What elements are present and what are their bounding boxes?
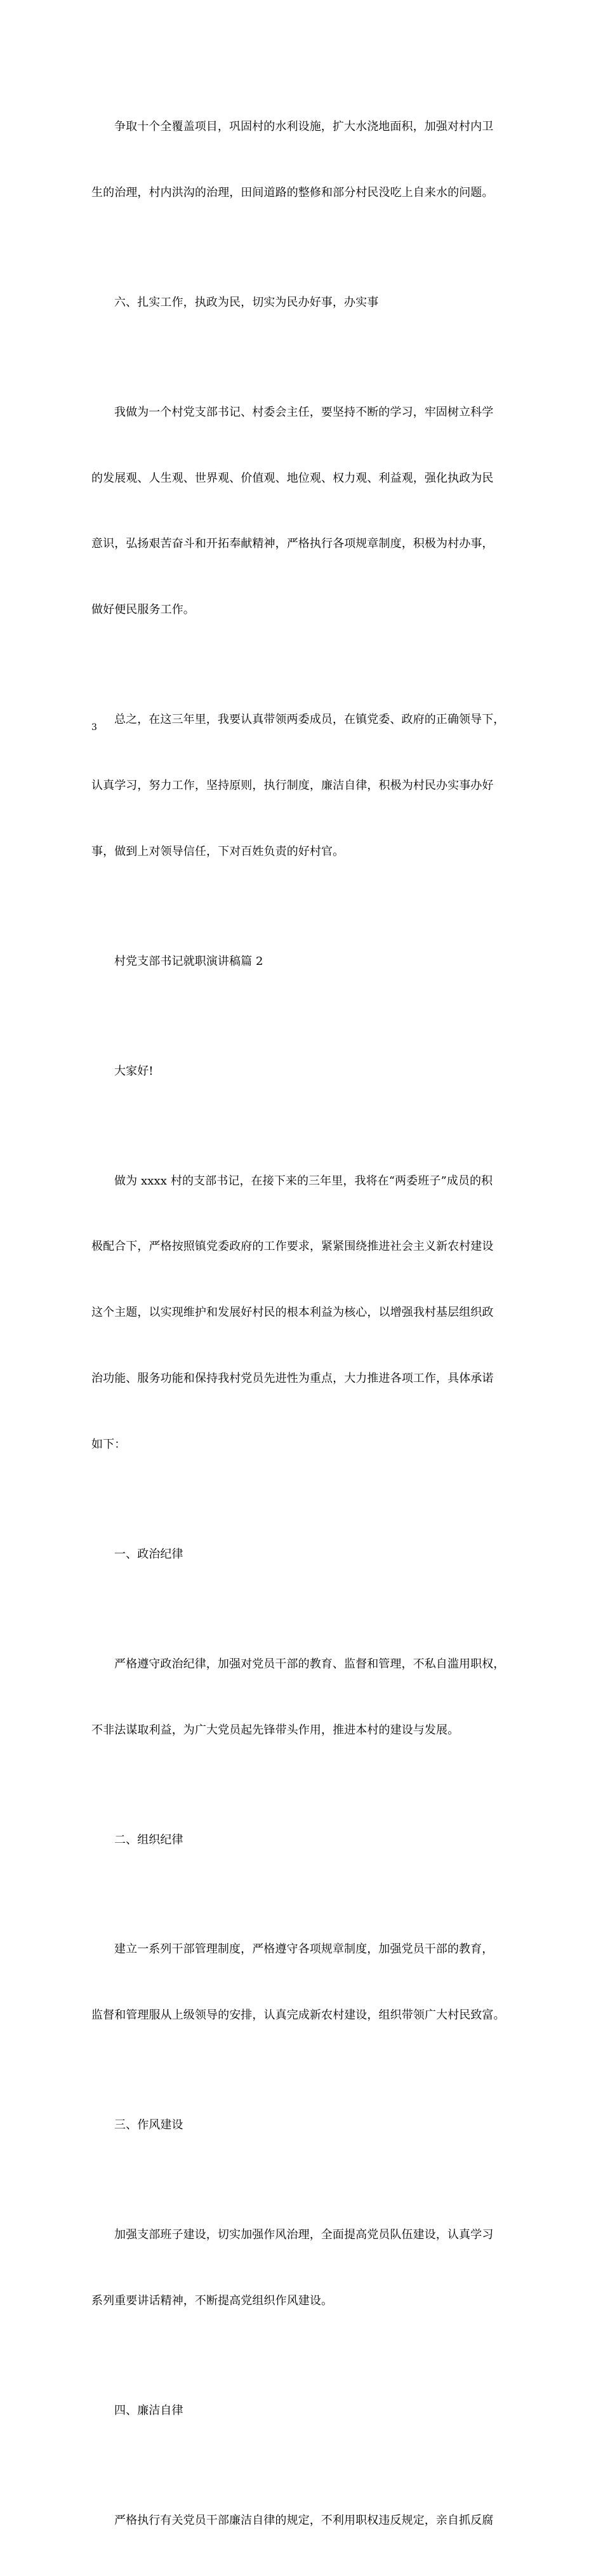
paragraph	[91, 358, 522, 665]
text-line: 大家好!	[114, 1064, 154, 1078]
paragraph	[91, 1895, 522, 2071]
text-line: 村党支部书记就职演讲稿篇 2	[114, 954, 263, 968]
text-line: 认真学习，努力工作，坚持原则，执行制度，廉洁自律，积极为村民办实事办好	[91, 779, 494, 792]
paragraph	[91, 2466, 522, 2576]
paragraph	[91, 2181, 522, 2356]
text-line: 意识，弘扬艰苦奋斗和开拓奉献精神，严格执行各项规章制度，积极为村办事，	[91, 537, 494, 551]
paragraph	[91, 665, 522, 907]
text-line: 加强支部班子建设，切实加强作风治理，全面提高党员队伍建设，认真学习	[114, 2228, 494, 2242]
text-line: 我做为一个村党支部书记、村委会主任，要坚持不断的学习，牢固树立科学	[114, 405, 494, 419]
article-title	[91, 907, 522, 1017]
text-line: 六、扎实工作，执政为民，切实为民办好事，办实事	[114, 295, 379, 309]
section-heading	[91, 1500, 522, 1610]
text-line: 系列重要讲话精神，不断提高党组织作风建设。	[91, 2294, 333, 2307]
section-heading	[91, 2071, 522, 2181]
text-line: 不非法谋取利益，为广大党员起先锋带头作用，推进本村的建设与发展。	[91, 1723, 460, 1737]
text-line: 生的治理，村内洪沟的治理，田间道路的整修和部分村民没吃上自来水的问题。	[91, 185, 494, 199]
text-line: 总之，在这三年里，我要认真带领两委成员，在镇党委、政府的正确领导下，	[114, 713, 505, 727]
paragraph	[91, 72, 522, 248]
text-line: 监督和管理服从上级领导的安排，认真完成新农村建设，组织带领广大村民致富。	[91, 2008, 505, 2022]
section-heading	[91, 248, 522, 358]
text-line: 争取十个全覆盖项目，巩固村的水利设施，扩大水浇地面积，加强对村内卫	[114, 120, 494, 134]
text-line: 严格执行有关党员干部廉洁自律的规定，不利用职权违反规定，亲自抓反腐	[114, 2513, 494, 2527]
paragraph	[91, 1610, 522, 1786]
text-line: 事，做到上对领导信任，下对百姓负责的好村官。	[91, 844, 345, 858]
section-heading	[91, 2356, 522, 2466]
text-line: 做好便民服务工作。	[91, 603, 195, 617]
text-line: 建立一系列干部管理制度，严格遵守各项规章制度，加强党员干部的教育，	[114, 1942, 494, 1956]
text-line: 严格遵守政治纪律，加强对党员干部的教育、监督和管理，不私自滥用职权，	[114, 1657, 505, 1671]
text-line: 一、政治纪律	[114, 1547, 183, 1561]
greeting	[91, 1017, 522, 1127]
text-line: 这个主题，以实现维护和发展好村民的根本利益为核心，以增强我村基层组织政	[91, 1306, 494, 1320]
text-line: 二、组织纪律	[114, 1833, 183, 1847]
text-line: 三、作风建设	[114, 2118, 183, 2132]
text-line: 的发展观、人生观、世界观、价值观、地位观、权力观、利益观，强化执政为民	[91, 471, 494, 485]
page-number: 3	[91, 722, 97, 733]
paragraph	[91, 1127, 522, 1500]
text-line: 极配合下，严格按照镇党委政府的工作要求，紧紧围绕推进社会主义新农村建设	[91, 1240, 494, 1254]
text-line: 做为 xxxx 村的支部书记，在接下来的三年里，我将在“两委班子”成员的积	[114, 1174, 493, 1188]
document-body	[91, 72, 522, 2576]
text-line: 治功能、服务功能和保持我村党员先进性为重点，大力推进各项工作，具体承诺	[91, 1372, 494, 1386]
text-line: 如下：	[91, 1437, 126, 1451]
text-line: 四、廉洁自律	[114, 2403, 183, 2417]
section-heading	[91, 1785, 522, 1895]
